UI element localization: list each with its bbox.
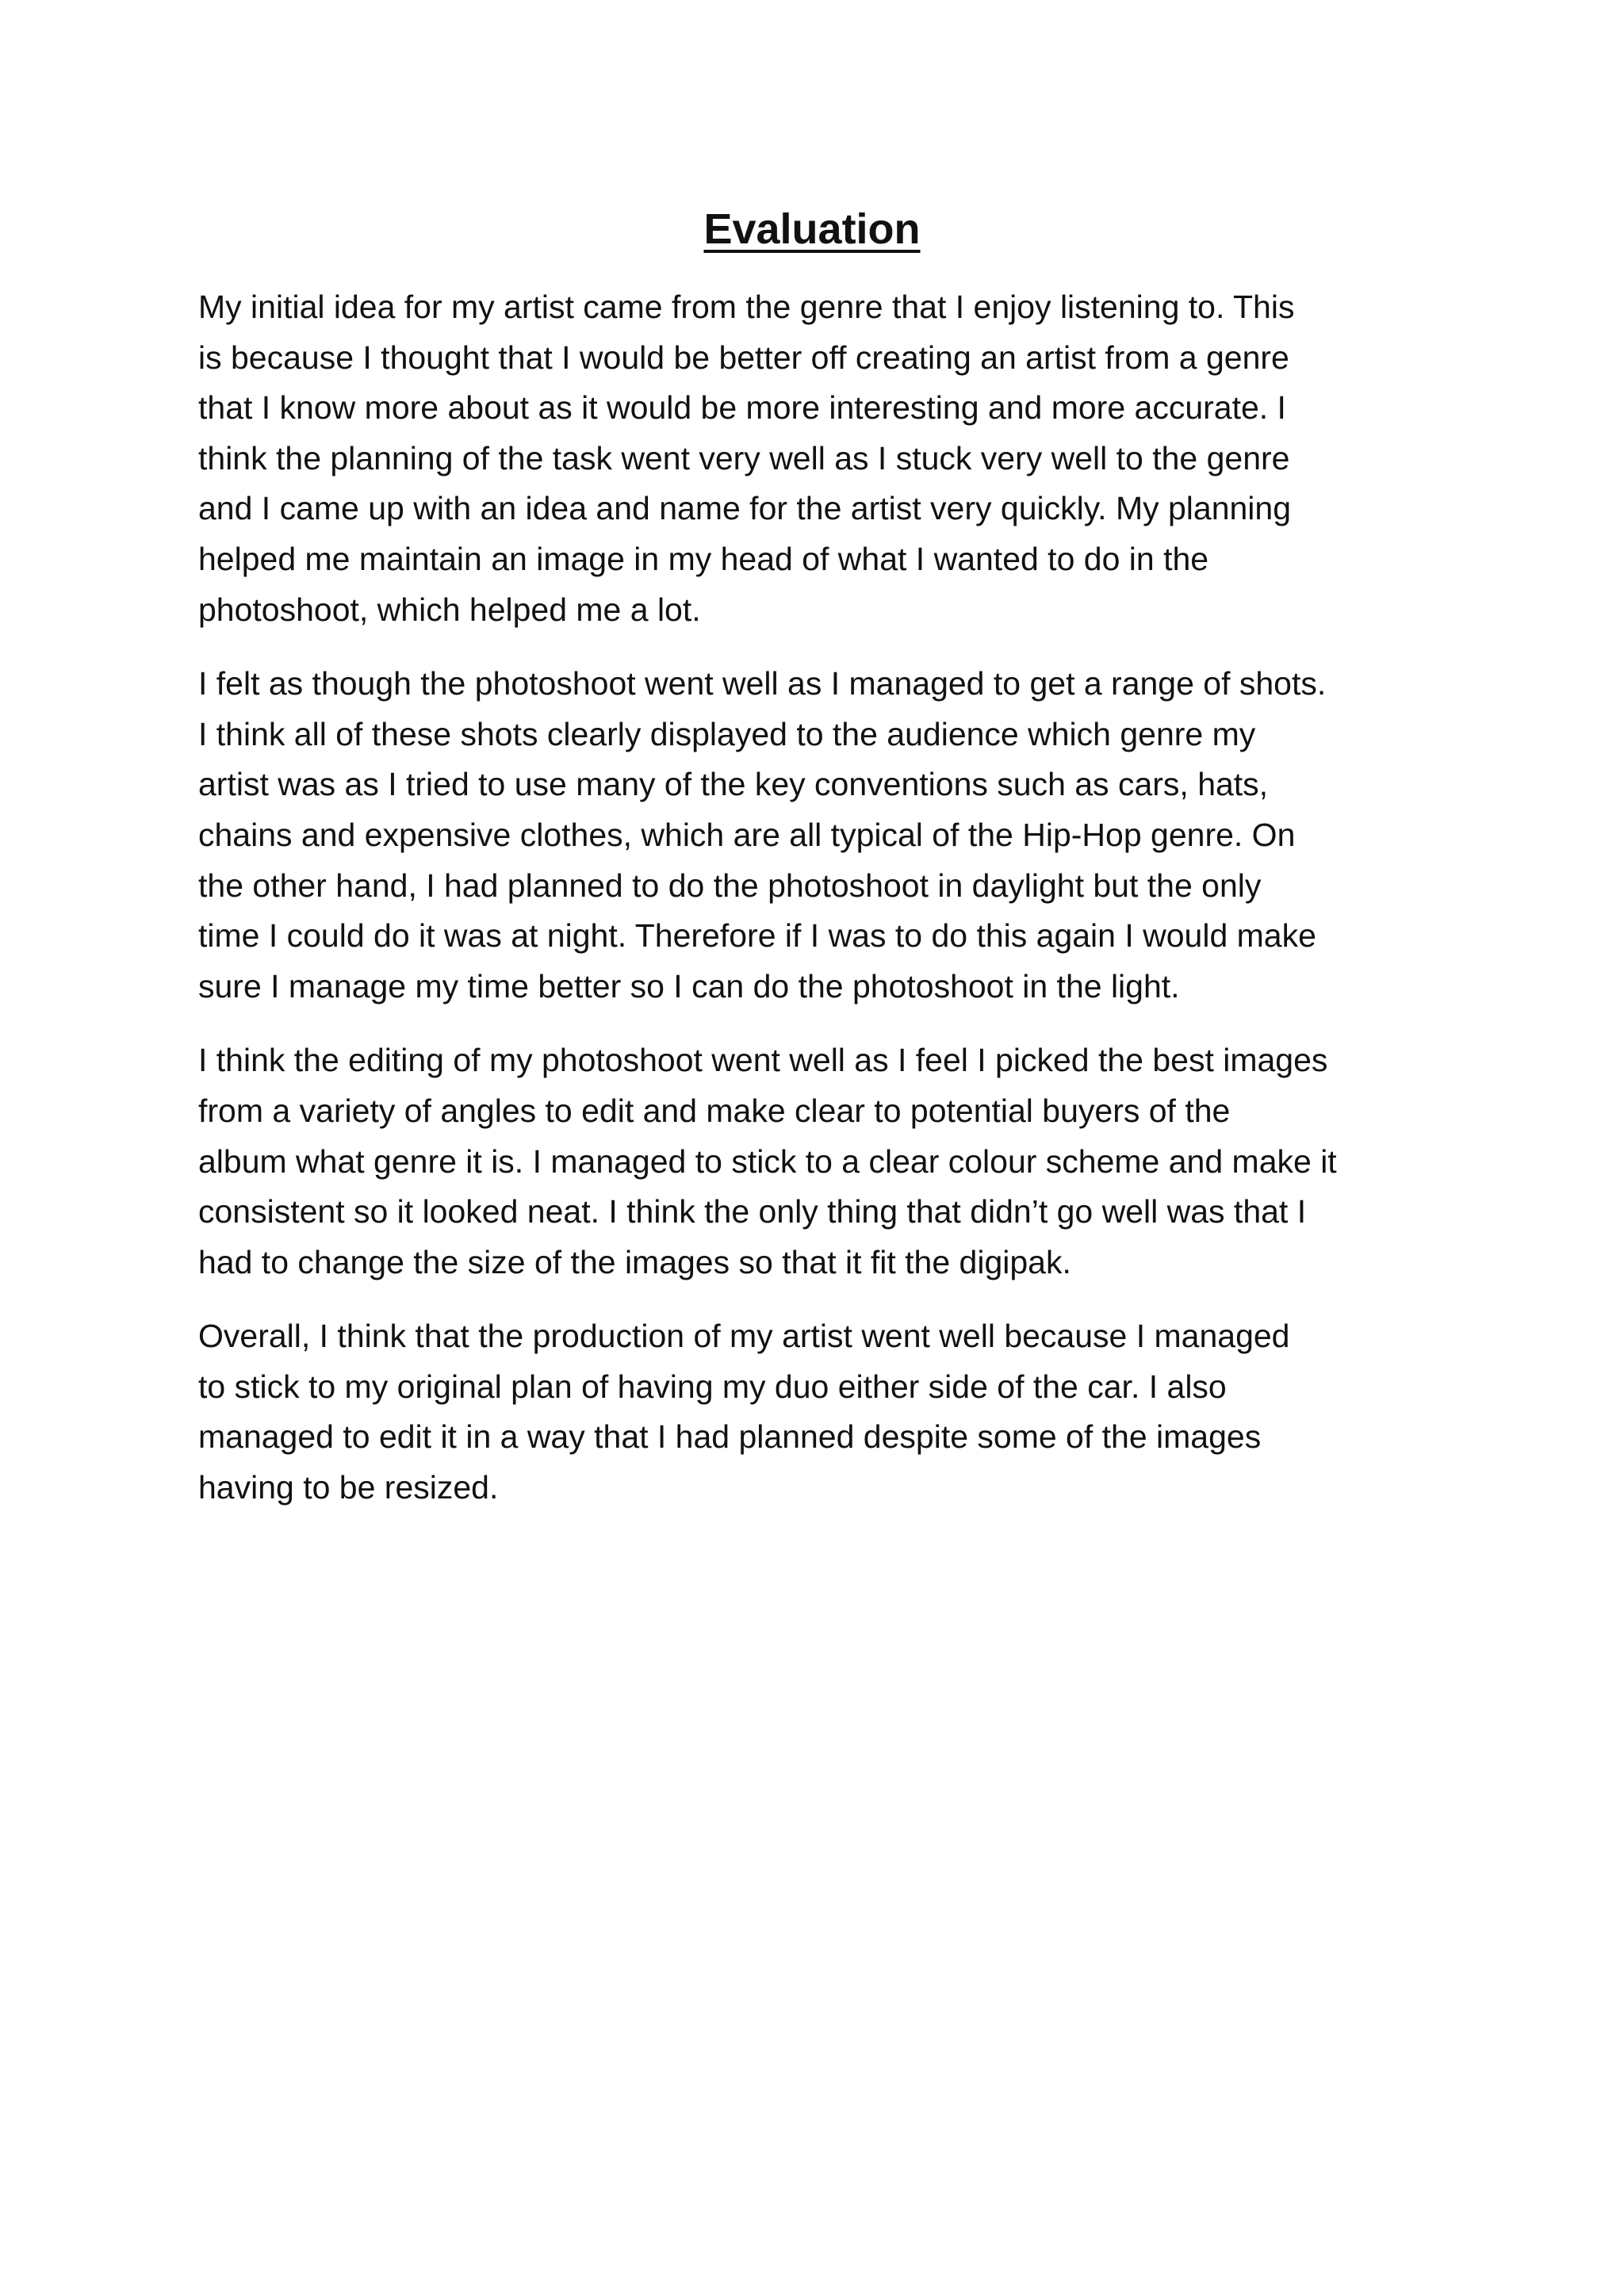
document-body [198,282,1451,1537]
text-line: that I know more about as it would be more interesting and more accurate. I [198,389,1286,427]
text-line: album what genre it is. I managed to stick to a clear colour scheme and make it [198,1142,1337,1180]
text-line: managed to edit it in a way that I had planned despite some of the images [198,1418,1262,1456]
text-line: artist was as I tried to use many of the key conventions such as cars, hats, [198,766,1269,803]
text-line: sure I manage my time better so I can do the photoshoot in the light. [198,967,1180,1004]
page-title: Evaluation [703,205,921,253]
text-line: chains and expensive clothes, which are all typical of the Hip-Hop genre. On [198,816,1296,853]
text-line: from a variety of angles to edit and make clear to potential buyers of the [198,1092,1231,1129]
text-line: had to change the size of the images so that it fit the digipak. [198,1243,1071,1280]
paragraph-overall [198,1311,1451,1513]
text-line: is because I thought that I would be better off creating an artist from a genre [198,339,1289,376]
paragraph-photoshoot [198,659,1451,1012]
text-line: Overall, I think that the production of my artist went well because I managed [198,1318,1290,1355]
text-line: to stick to my original plan of having my duo either side of the car. I also [198,1368,1227,1405]
text-line: I think the editing of my photoshoot went well as I feel I picked the best images [198,1042,1328,1079]
paragraph-editing [198,1035,1451,1288]
text-line: the other hand, I had planned to do the photoshoot in daylight but the only [198,867,1262,904]
text-line: time I could do it was at night. Therefore if I was to do this again I would make [198,917,1316,955]
text-line: My initial idea for my artist came from the genre that I enjoy listening to. This [198,289,1295,325]
paragraph-planning [198,282,1451,635]
text-line: think the planning of the task went very well as I stuck very well to the genre [198,439,1290,476]
text-line: and I came up with an idea and name for the artist very quickly. My planning [198,490,1292,527]
text-line: I felt as though the photoshoot went well as I managed to get a range of shots. [198,665,1327,702]
text-line: helped me maintain an image in my head of what I wanted to do in the [198,540,1209,577]
text-line: I think all of these shots clearly displayed to the audience which genre my [198,715,1256,752]
text-line: photoshoot, which helped me a lot. [198,591,701,628]
text-line: consistent so it looked neat. I think the only thing that didn’t go well was that I [198,1193,1307,1230]
text-line: having to be resized. [198,1469,499,1506]
